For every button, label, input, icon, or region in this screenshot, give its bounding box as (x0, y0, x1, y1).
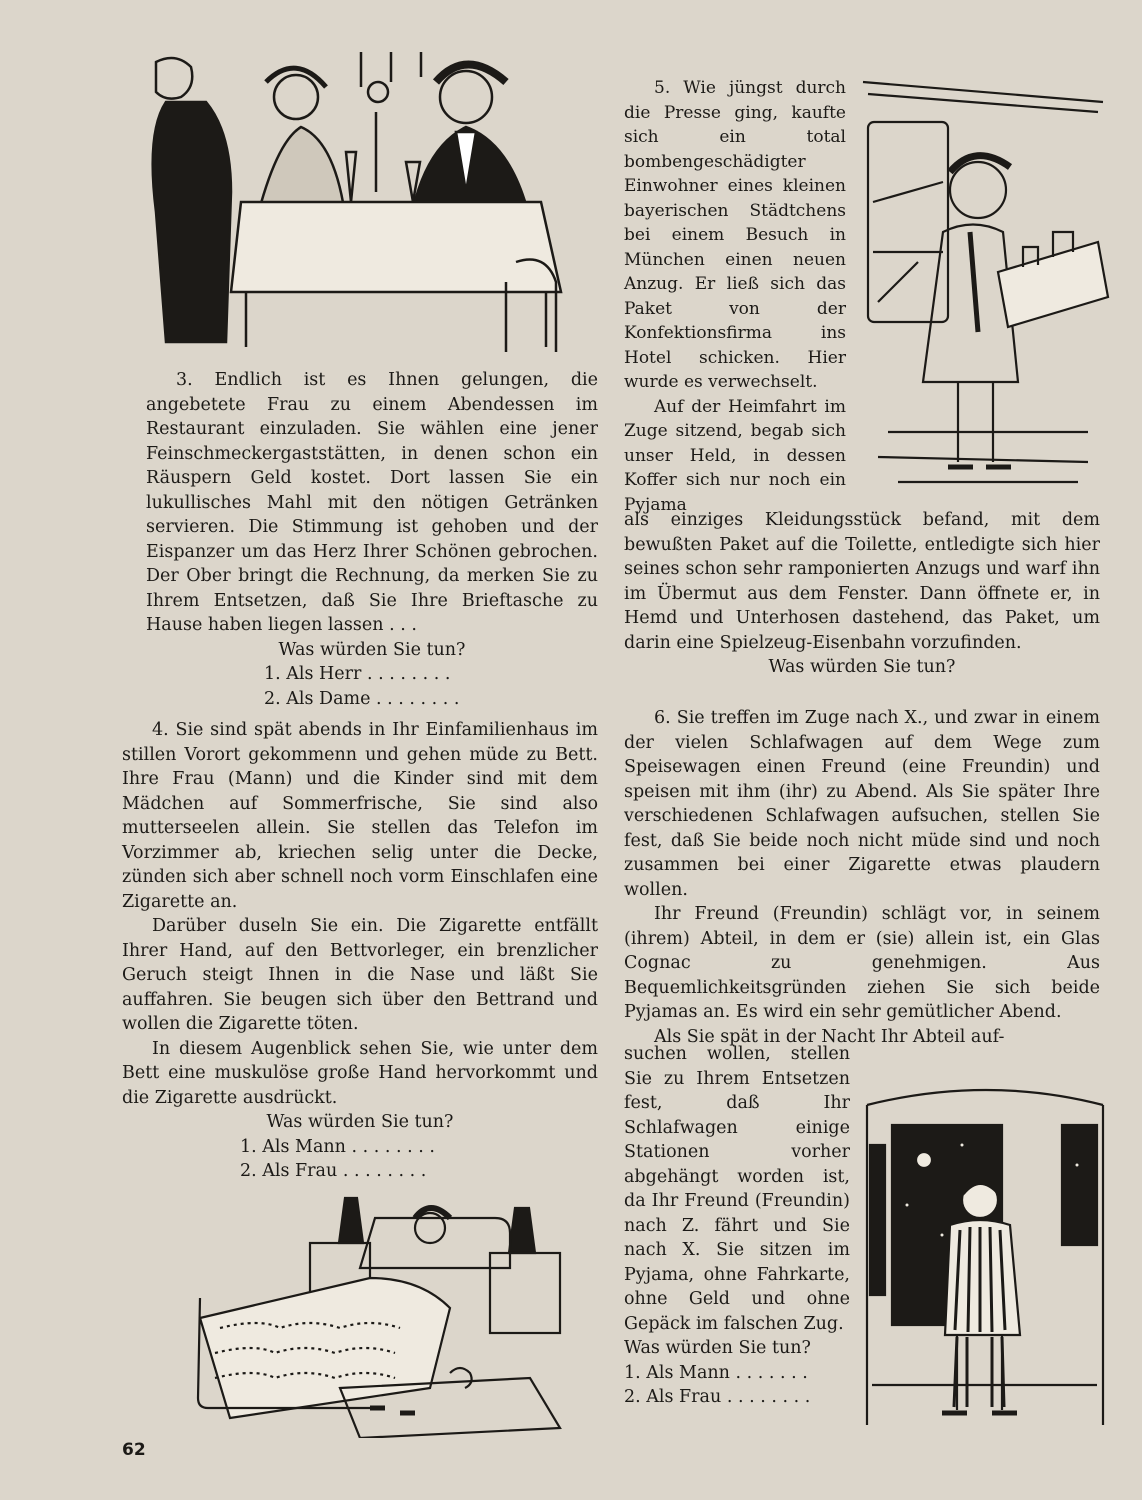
section-3-question: Was würden Sie tun? (278, 639, 466, 660)
section-4-option-1: 1. Als Mann . . . . . . . . (240, 1136, 435, 1157)
section-3-option-1: 1. Als Herr . . . . . . . . (264, 664, 451, 684)
section-5-question: Was würden Sie tun? (768, 657, 956, 677)
section-6-option-1: 1. Als Mann . . . . . . . (624, 1362, 808, 1383)
page-number: 62 (122, 1440, 146, 1460)
section-4 (122, 718, 598, 1184)
section-4-question: Was würden Sie tun? (266, 1112, 454, 1132)
section-4-paragraph-1: 4. Sie sind spät abends in Ihr Einfamilienhaus im stillen Vorort gekommenn und gehen müde zu Bett. Ihre Frau (Mann) und die Kinder sind mit dem Mädchen auf Sommerfrische, Sie sind also mutterseelen allein. Sie stellen das Telefon im Vorzimmer ab, kriechen selig unter die Decke, zünden sich aber schnell noch vorm Einschlafen eine Zigarette an. (122, 720, 598, 912)
section-5-full (624, 508, 1100, 680)
section-5-paragraph-2-end: als einziges Kleidungsstück befand, mit dem bewußten Paket auf die Toilette, entledigte sich hier seines schon sehr ramponierten Anzugs und warf ihn im Übermut aus dem Fenster. Dann öffnete er, in Hemd und Unterhosen dastehend, das Paket, um darin eine Spielzeug-Eisenbahn vorzufinden. (624, 510, 1100, 653)
section-4-paragraph-2: Darüber duseln Sie ein. Die Zigarette entfällt Ihrer Hand, auf den Bettvorleger, ein brenzlicher Geruch steigt Ihnen in die Nase und läßt Sie auffahren. Sie beugen sich über den Bettrand und wollen die Zigarette töten. (122, 916, 598, 1034)
section-6-full (624, 706, 1100, 1049)
section-6-question: Was würden Sie tun? (624, 1338, 811, 1358)
section-5-narrow (624, 76, 846, 517)
section-3-option-2: 2. Als Dame . . . . . . . . (264, 688, 460, 709)
section-5-paragraph-1: 5. Wie jüngst durch die Presse ging, kaufte sich ein total bombengeschädigter Einwohner eines kleinen bayerischen Städtchens bei einem Besuch in München einen neuen Anzug. Er ließ sich das Paket von der Konfektionsfirma ins Hotel schicken. Hier wurde es verwechselt. (624, 78, 846, 392)
section-6-narrow (624, 1042, 850, 1410)
section-5-paragraph-2-start: Auf der Heimfahrt im Zuge sitzend, begab sich unser Held, in dessen Koffer sich nur noch ein Pyjama (624, 396, 846, 515)
section-4-option-2: 2. Als Frau . . . . . . . . (240, 1161, 427, 1181)
section-6-option-2: 2. Als Frau . . . . . . . . (624, 1387, 811, 1407)
section-6-paragraph-3-start: Als Sie spät in der Nacht Ihr Abteil auf- (654, 1026, 1005, 1047)
section-4-paragraph-3: In diesem Augenblick sehen Sie, wie unter dem Bett eine muskulöse große Hand hervorkommt und die Zigarette ausdrückt. (122, 1038, 598, 1108)
train-window-illustration (862, 1085, 1108, 1430)
section-6-paragraph-1: 6. Sie treffen im Zuge nach X., und zwar in einem der vielen Schlafwagen auf dem Wege zum Speisewagen einen Freund (eine Freundin) und speisen mit ihm (ihr) zu Abend. Als Sie später Ihre verschiedenen Schlafwagen aufsuchen, stellen Sie fest, daß Sie beide noch nicht müde sind und noch zusammen bei einer Zigarette etwas plaudern wollen. (624, 708, 1100, 900)
section-6-paragraph-3-end: suchen wollen, stellen Sie zu Ihrem Entsetzen fest, daß Ihr Schlafwagen einige Stationen vorher abgehängt worden ist, da Ihr Freund (Freundin) nach Z. fährt und Sie nach X. Sie sitzen im Pyjama, ohne Fahrkarte, ohne Geld und ohne Gepäck im falschen Zug. (624, 1044, 850, 1334)
restaurant-illustration (146, 52, 578, 352)
section-6-paragraph-2: Ihr Freund (Freundin) schlägt vor, in seinem (ihrem) Abteil, in dem er (sie) allein ist, ein Glas Cognac zu genehmigen. Aus Bequemlichkeitsgründen ziehen Sie sich beide Pyjamas an. Es wird ein sehr gemütlicher Abend. (624, 904, 1100, 1022)
parcel-man-illustration (858, 72, 1110, 502)
bed-illustration (130, 1188, 576, 1438)
section-3-text: 3. Endlich ist es Ihnen gelungen, die angebetete Frau zu einem Abendessen im Restaurant einzuladen. Sie wählen eine jener Feinschmeckergaststätten, in denen schon ein Räuspern Geld kostet. Dort lassen Sie ein lukullisches Mahl mit den nötigen Getränken servieren. Die Stimmung ist gehoben und der Eispanzer um das Herz Ihrer Schönen gebrochen. Der Ober bringt die Rechnung, da merken Sie zu Ihrem Entsetzen, daß Sie Ihre Brieftasche zu Hause haben liegen lassen . . . (146, 370, 598, 635)
section-3 (146, 368, 598, 711)
